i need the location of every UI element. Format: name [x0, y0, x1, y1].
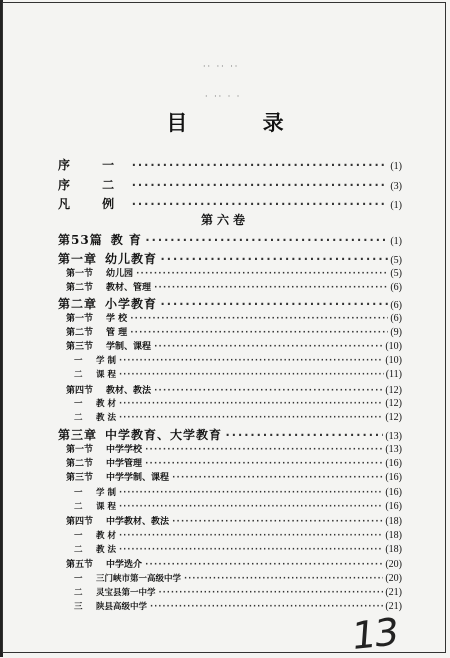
toc-entry[interactable]	[58, 250, 402, 267]
toc-page: (18)	[385, 544, 402, 555]
toc-label: 凡 例	[58, 197, 129, 211]
leader-dots	[153, 283, 388, 293]
toc-entry-number: 一	[74, 488, 83, 498]
toc-label	[58, 250, 157, 267]
toc-entry[interactable]	[58, 500, 402, 512]
toc-page: (5)	[390, 255, 402, 266]
leader-dots	[153, 342, 383, 352]
toc-label	[58, 514, 169, 527]
toc-entry[interactable]	[58, 514, 402, 527]
leader-dots	[159, 252, 388, 266]
toc-label	[58, 442, 142, 455]
toc-entry-title: 中学教育、大学教育	[105, 428, 223, 442]
toc-entry[interactable]	[58, 325, 402, 338]
toc-label	[58, 572, 181, 584]
toc-entry-number: 二	[74, 502, 83, 512]
toc-entry-number: 一	[74, 574, 83, 584]
toc-page: (11)	[385, 369, 402, 380]
toc-label: 序 一	[58, 158, 129, 172]
leader-dots	[118, 531, 383, 541]
toc-entry-title: 幼儿园	[106, 269, 134, 279]
toc-page: (13)	[385, 444, 402, 455]
toc-label	[58, 368, 116, 380]
volume-heading: 第六卷	[200, 213, 249, 227]
toc-entry-number: 二	[74, 588, 83, 598]
toc-entry-number: 第一章	[58, 252, 98, 266]
toc-page: (6)	[390, 300, 402, 311]
leader-dots	[224, 428, 383, 442]
toc-page: (1)	[390, 236, 402, 247]
toc-entry[interactable]	[58, 368, 402, 380]
toc-entry[interactable]	[58, 231, 402, 248]
toc-entry-title: 灵宝县第一中学	[96, 588, 156, 598]
toc-label	[58, 456, 142, 469]
leader-dots	[130, 178, 388, 192]
toc-entry-title: 教 材	[96, 399, 116, 409]
toc-entry-title: 学 制	[96, 356, 116, 366]
toc-label	[58, 586, 156, 598]
toc-label	[58, 486, 116, 498]
toc-label	[58, 325, 127, 338]
toc-label	[58, 529, 116, 541]
toc-entry-number: 第四节	[66, 517, 94, 527]
toc-entry-number: 第一节	[66, 445, 94, 455]
toc-entry-title: 学 校	[106, 314, 128, 324]
toc-page: (10)	[385, 341, 402, 352]
toc-page: (16)	[385, 487, 402, 498]
toc-label	[58, 411, 116, 423]
toc-entry-title: 幼儿教育	[105, 252, 158, 266]
toc-entry-title: 课 程	[96, 370, 116, 380]
toc-label	[58, 295, 157, 312]
toc-page: (13)	[385, 431, 402, 442]
toc-entry[interactable]	[58, 354, 402, 366]
toc-entry[interactable]	[58, 383, 402, 396]
toc-entry-number: 第二章	[58, 297, 98, 311]
toc-entry-number: 二	[74, 370, 83, 380]
toc-page: (20)	[385, 573, 402, 584]
leader-dots	[144, 560, 383, 570]
toc-entry[interactable]	[58, 572, 402, 584]
leader-dots	[130, 197, 388, 211]
toc-entry-number: 三	[74, 602, 83, 612]
toc-entry[interactable]	[58, 339, 402, 352]
toc-label	[58, 339, 151, 352]
leader-dots	[118, 356, 383, 366]
toc-entry-number: 第一节	[66, 269, 94, 279]
leader-dots	[130, 158, 388, 172]
toc-label	[58, 383, 151, 396]
scan-specks-mid: · ·· · ·	[205, 92, 242, 101]
leader-dots	[118, 545, 383, 555]
toc-page: (5)	[390, 268, 402, 279]
toc-entry-title: 中学教材、教法	[106, 517, 170, 527]
toc-label	[58, 557, 142, 570]
toc-page: (6)	[390, 313, 402, 324]
leader-dots	[171, 473, 383, 483]
toc-entry[interactable]	[58, 586, 402, 598]
toc-label	[58, 543, 116, 555]
toc-entry[interactable]	[58, 311, 402, 324]
leader-dots	[183, 574, 383, 584]
leader-dots	[159, 297, 388, 311]
toc-entry-title: 学制、课程	[106, 342, 152, 352]
toc-entry-title: 中学学校	[106, 445, 143, 455]
toc-preface-1[interactable]	[58, 156, 402, 173]
leader-dots	[129, 328, 388, 338]
toc-label	[58, 354, 116, 366]
toc-entry-title: 学 制	[96, 488, 116, 498]
toc-entry-number: 第五节	[66, 560, 94, 570]
toc-page: (18)	[385, 516, 402, 527]
toc-page: (9)	[390, 327, 402, 338]
leader-dots	[118, 399, 383, 409]
leader-dots	[158, 588, 384, 598]
leader-dots	[149, 602, 383, 612]
toc-label	[58, 500, 116, 512]
leader-dots	[135, 269, 388, 279]
toc-page: (12)	[385, 412, 402, 423]
toc-entry-title: 课 程	[96, 502, 116, 512]
toc-entry-title: 中学学制、课程	[106, 473, 170, 483]
toc-entry-title: 教材、教法	[106, 386, 152, 396]
toc-entry[interactable]	[58, 470, 402, 483]
leader-dots	[118, 502, 383, 512]
toc-page: (1)	[390, 161, 402, 172]
toc-page: (20)	[385, 559, 402, 570]
toc-page: (21)	[385, 587, 402, 598]
toc-entry[interactable]	[58, 411, 402, 423]
toc-entry-title: 教 材	[96, 531, 116, 541]
leader-dots	[144, 445, 383, 455]
leader-dots	[153, 386, 383, 396]
toc-label	[58, 470, 169, 483]
toc-page: (12)	[385, 385, 402, 396]
toc-entry-number: 一	[74, 399, 83, 409]
leader-dots	[129, 314, 388, 324]
toc-entry-title: 三门峡市第一高级中学	[96, 574, 182, 584]
toc-entry-title: 小学教育	[105, 297, 158, 311]
toc-entry-number: 第三章	[58, 428, 98, 442]
toc-page: (18)	[385, 530, 402, 541]
toc-entry-title: 陕县高级中学	[96, 602, 148, 612]
toc-entry-number: 第二节	[66, 283, 94, 293]
toc-entry-number: 第二节	[66, 328, 94, 338]
leader-dots	[118, 488, 383, 498]
scan-specks-top: ·· ·· ··	[203, 62, 240, 71]
toc-label	[58, 397, 116, 409]
toc-page: (3)	[390, 181, 402, 192]
toc-entry[interactable]	[58, 426, 402, 443]
toc-label	[58, 231, 142, 248]
toc-guide[interactable]	[58, 195, 402, 212]
toc-entry-number: 第一节	[66, 314, 94, 324]
toc-page: (6)	[390, 282, 402, 293]
toc-entry-title: 教 法	[96, 545, 116, 555]
toc-entry[interactable]	[58, 397, 402, 409]
toc-entry[interactable]	[58, 456, 402, 469]
toc-entry-number: 第二节	[66, 459, 94, 469]
toc-page: (16)	[385, 472, 402, 483]
toc-entry-title: 教 育	[110, 233, 142, 247]
leader-dots	[171, 517, 383, 527]
toc-entry-number: 二	[74, 413, 83, 423]
page-title: 目 录	[166, 110, 318, 135]
toc-entry-number: 一	[74, 531, 83, 541]
toc-label	[58, 266, 133, 279]
toc-entry-number: 第三节	[66, 342, 94, 352]
toc-entry-number: 第四节	[66, 386, 94, 396]
toc-entry-title: 中学选介	[106, 560, 143, 570]
leader-dots	[118, 413, 383, 423]
toc-entry[interactable]	[58, 529, 402, 541]
toc-entry[interactable]	[58, 600, 402, 612]
toc-page: (10)	[385, 355, 402, 366]
leader-dots	[118, 370, 384, 380]
toc-page: (12)	[385, 398, 402, 409]
toc-entry-title: 教材、管理	[106, 283, 152, 293]
toc-page: (16)	[385, 458, 402, 469]
toc-entry-number: 二	[74, 545, 83, 555]
toc-preface-2[interactable]	[58, 176, 402, 193]
toc-entry-title: 中学管理	[106, 459, 143, 469]
leader-dots	[144, 459, 383, 469]
toc-entry[interactable]	[58, 442, 402, 455]
toc-entry[interactable]	[58, 295, 402, 312]
toc-label	[58, 600, 147, 612]
toc-entry-number: 第三节	[66, 473, 94, 483]
toc-entry[interactable]	[58, 486, 402, 498]
toc-entry-title: 教 法	[96, 413, 116, 423]
toc-label: 序 二	[58, 178, 129, 192]
toc-entry-number: 第53篇	[58, 233, 103, 247]
toc-label	[58, 311, 127, 324]
leader-dots	[144, 233, 388, 247]
toc-label	[58, 426, 222, 443]
toc-page: (16)	[385, 501, 402, 512]
toc-page: (1)	[390, 200, 402, 211]
handwritten-page-number: 13	[350, 609, 399, 658]
toc-entry[interactable]	[58, 543, 402, 555]
toc-entry-title: 管 理	[106, 328, 128, 338]
toc-page: (21)	[385, 601, 402, 612]
toc-entry[interactable]	[58, 280, 402, 293]
toc-entry-number: 一	[74, 356, 83, 366]
toc-entry[interactable]	[58, 557, 402, 570]
toc-label	[58, 280, 151, 293]
toc-entry[interactable]	[58, 266, 402, 279]
